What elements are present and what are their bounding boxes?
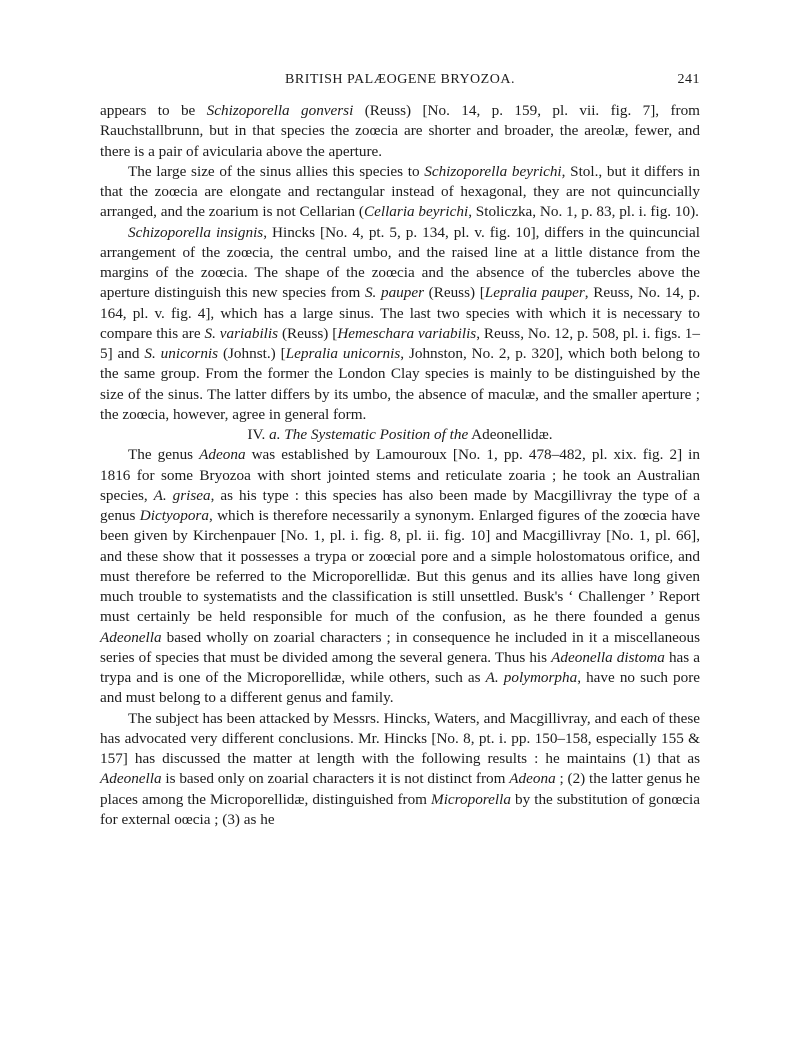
text-run: , as his type : this species has also been made by Macgillivray the type of a genus <box>100 486 701 524</box>
italic-text: Adeona <box>509 770 556 788</box>
italic-text: S. pauper <box>364 284 425 302</box>
paragraph <box>100 101 700 162</box>
italic-text: S. variabilis <box>204 324 279 342</box>
italic-text: Cellaria beyrichi <box>364 203 469 221</box>
italic-text: Adeonella <box>100 770 162 788</box>
italic-text: Adeonella distoma <box>551 648 665 666</box>
text-run: by the substitution of gonœcia for external oœcia ; (3) as he <box>100 790 700 828</box>
text-run: IV. <box>247 426 270 443</box>
italic-text: a. The Systematic Position of the <box>269 426 469 443</box>
italic-text: Microporella <box>431 790 511 808</box>
text-run: Adeonellidæ. <box>468 426 553 443</box>
text-run: , Johnston, No. 2, p. 320], which both belong to the same group. From the former the London Clay species is mainly to be distinguished by the size of the sinus. The latter differs by its umbo, the absence of maculæ, and the smaller aperture ; the zoœcia, however, agree in general form. <box>100 345 700 423</box>
italic-text: S. unicornis <box>144 345 219 362</box>
text-run: (Reuss) [ <box>424 284 485 302</box>
italic-text: Dictyopora <box>139 507 209 524</box>
page-number: 241 <box>677 72 700 87</box>
italic-text: Hemeschara variabilis <box>337 324 477 342</box>
text-run: , Hincks [No. 4, pt. 5, p. 134, pl. v. fig. 10], differs in the quincuncial arrangement of the zoœcia, the central umbo, and the raised line at a little distance from the margins of the zoœcia. The shape of the zoœcia and the absence of the tubercles above the aperture distinguish this new species from <box>100 223 700 302</box>
text-run: , Reuss, No. 12, p. 508, pl. i. figs. 1–5] and <box>100 324 700 362</box>
text-run: appears to be <box>100 102 207 119</box>
italic-text: A. grisea <box>153 486 211 504</box>
paragraph <box>100 445 700 708</box>
paragraph <box>100 162 700 223</box>
text-run: , Stol., but it differs in that the zoœcia are elongate and rectangular instead of hexagonal, they are not quincuncially arranged, and the zoarium is not Cellarian ( <box>100 162 700 221</box>
italic-text: Lepralia pauper <box>484 284 585 302</box>
italic-text: Adeonella <box>100 628 162 646</box>
text-run: (Johnst.) [ <box>218 345 286 362</box>
italic-text: Schizoporella insignis <box>128 223 264 241</box>
running-head: BRITISH PALÆOGENE BRYOZOA. <box>285 72 515 87</box>
page-header <box>100 72 700 92</box>
text-run: , Stoliczka, No. 1, p. 83, pl. i. fig. 10). <box>468 203 699 221</box>
paragraph <box>100 223 700 426</box>
text-run: is based only on zoarial characters it is not distinct from <box>161 770 510 788</box>
text-run: , which is therefore necessarily a synonym. Enlarged figures of the zoœcia have been given by Kirchenpauer [No. 1, pl. i. fig. 8, pl. ii. fig. 10] and Macgillivray [No. 1, pl. 66], and these show that it possesses a trypa or zoœcial pore and a simple holostomatous orifice, and must therefore be referred to the Microporellidæ. But this genus and its allies have long given much trouble to systematists and the classification is still unsettled. Busk's ‘ Challenger ’ Report must certainly be held responsible for much of the confusion, as he there founded a genus <box>100 507 701 626</box>
text-run: The genus <box>128 446 200 464</box>
italic-text: Lepralia unicornis <box>285 345 401 362</box>
text-run: was established by Lamouroux [No. 1, pp. 478–482, pl. xix. fig. 2] in 1816 for some Bryozoa with short jointed stems and reticulate zoaria ; he took an Australian species, <box>100 446 700 504</box>
section-heading <box>100 425 700 445</box>
text-run: , have no such pore and must belong to a different genus and family. <box>100 669 700 707</box>
text-run: ; (2) the latter genus he places among the Microporellidæ, distinguished from <box>100 770 700 808</box>
text-run: (Reuss) [No. 14, p. 159, pl. vii. fig. 7], from Rauchstallbrunn, but in that species the zoœcia are shorter and broader, the areolæ, fewer, and there is a pair of avicularia above the aperture. <box>100 102 700 160</box>
text-run: , Reuss, No. 14, p. 164, pl. v. fig. 4], which has a large sinus. The last two species with which it is necessary to compare this are <box>100 284 700 342</box>
italic-text: Schizoporella beyrichi <box>424 162 562 180</box>
text-run: (Reuss) [ <box>278 324 338 342</box>
text-run: based wholly on zoarial characters ; in consequence he included in it a miscellaneous series of species that must be divided among the several genera. Thus his <box>100 628 700 666</box>
paragraph <box>100 709 700 831</box>
italic-text: Adeona <box>199 446 246 464</box>
text-run: The large size of the sinus allies this species to <box>128 162 425 180</box>
italic-text: A. polymorpha <box>485 669 578 686</box>
text-run: The subject has been attacked by Messrs. Hincks, Waters, and Macgillivray, and each of these has advocated very different conclusions. Mr. Hincks [No. 8, pt. i. pp. 150–158, especially 155 & 157] has discussed the matter at length with the following results : he maintains (1) that as <box>100 709 700 767</box>
text-run: has a trypa and is one of the Microporellidæ, while others, such as <box>100 648 700 686</box>
body-text <box>100 101 700 830</box>
italic-text: Schizoporella gonversi <box>206 102 354 119</box>
